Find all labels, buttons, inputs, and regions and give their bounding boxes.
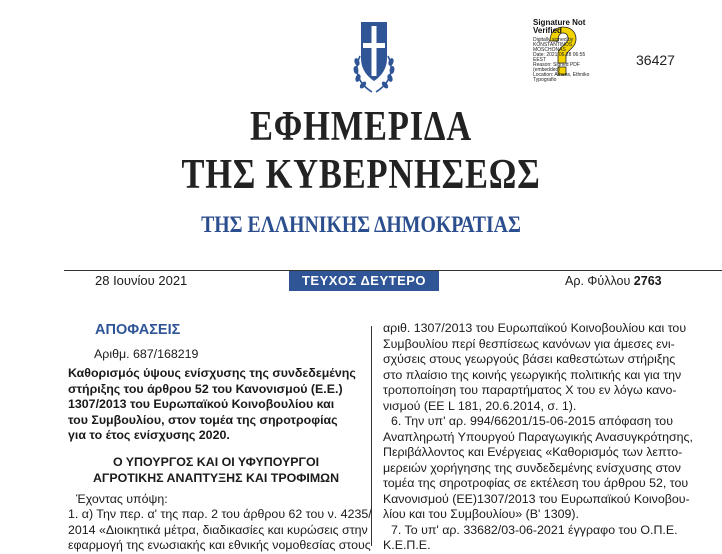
greek-coat-of-arms-icon <box>348 16 400 100</box>
paragraph <box>68 507 372 554</box>
text-line: Κ.Ε.Π.Ε. <box>383 538 431 552</box>
having-regard: Έχοντας υπόψη: <box>76 492 168 506</box>
signature-detail: Typografio <box>533 77 557 83</box>
text-line: Συμβουλίου περί θεσπίσεως κανόνων για άμεσες ενι- <box>383 336 675 351</box>
text-line: νισμού (ΕΕ L 181, 20.6.2014, σ. 1). <box>383 398 577 413</box>
text-line: 6. Την υπ' αρ. 994/66201/15-06-2015 απόφαση του <box>391 414 673 428</box>
signature-detail: Digitally signed by <box>533 37 574 43</box>
title-line: Καθορισμός ύψους ενίσχυσης της συνδεδεμένης <box>68 366 356 380</box>
masthead-republic: ΤΗΣ ΕΛΛΗΝΙΚΗΣ ΔΗΜΟΚΡΑΤΙΑΣ <box>201 212 521 237</box>
issue-badge: ΤΕΥΧΟΣ ΔΕΥΤΕΡΟ <box>289 271 439 291</box>
sheet-number <box>565 274 662 288</box>
title-line: του Συμβουλίου, στον τομέα της σηροτροφίας <box>68 412 338 427</box>
text-line: αριθ. 1307/2013 του Ευρωπαϊκού Κοινοβουλίου και του <box>383 321 687 335</box>
text-line: τροποποίηση του παραρτήματος Χ του εν λόγω κανο- <box>383 383 677 397</box>
signature-detail: Reason: Signed PDF <box>533 62 580 68</box>
signature-status-line: Verified <box>533 26 562 35</box>
paragraph-line: εφαρμογή της ενωσιακής και εθνικής νομοθεσίας στους <box>68 538 371 552</box>
right-column-text <box>383 321 693 554</box>
masthead-subtitle: ΤΗΣ ΚΥΒΕΡΝΗΣΕΩΣ <box>181 152 541 198</box>
masthead-title: ΕΦΗΜΕΡΙΔΑ <box>249 104 473 150</box>
signature-detail: KONSTANTINOS <box>533 42 573 48</box>
title-line: στήριξης του άρθρου 52 του Κανονισμού (Ε.Ε.) <box>68 381 343 396</box>
paragraph-line: 2014 «Διοικητικά μέτρα, διαδικασίες και κυρώσεις στην <box>68 522 368 537</box>
title-line: 1307/2013 του Ευρωπαϊκού Κοινοβουλίου και <box>68 397 335 411</box>
text-line: Κανονισμού (ΕΕ)1307/2013 του Ευρωπαϊκού Κοινοβου- <box>383 491 690 506</box>
issue-date: 28 Ιουνίου 2021 <box>95 273 188 288</box>
issuing-authority <box>66 455 366 486</box>
text-line: μερειών χορήγησης της συνδεδεμένης ενίσχυσης στον <box>383 460 681 475</box>
text-line: Περιβάλλοντος και Ενέργειας «Καθορισμός των λεπτο- <box>383 445 683 459</box>
signature-detail: EEST <box>533 57 547 63</box>
decision-number: Αριθμ. 687/168219 <box>94 347 199 361</box>
text-line: τομέα της σηροτροφίας σε εκτέλεση του άρθρου 52, του <box>383 476 689 490</box>
signature-detail: MOSCHONAS <box>533 47 566 53</box>
page-number: 36427 <box>636 52 675 68</box>
text-line: 7. Το υπ' αρ. 33682/03-06-2021 έγγραφο του Ο.Π.Ε. <box>391 522 678 537</box>
decision-title <box>68 366 364 444</box>
signature-detail: Location: Athens, Ethniko <box>533 72 590 78</box>
authority-line: ΑΓΡΟΤΙΚΗΣ ΑΝΑΠΤΥΞΗΣ ΚΑΙ ΤΡΟΦΙΜΩΝ <box>92 470 340 485</box>
authority-line: Ο ΥΠΟΥΡΓΟΣ ΚΑΙ ΟΙ ΥΦΥΠΟΥΡΓΟΙ <box>112 455 320 469</box>
signature-detail: (embedded) <box>533 67 560 73</box>
text-line: λίου και του Συμβουλίου» (Β' 1309). <box>383 507 579 521</box>
text-line: Αναπληρωτή Υπουργού Παραγωγικής Ανασυγκρότησης, <box>383 429 693 444</box>
title-line: για το έτος ενίσχυσης 2020. <box>68 428 230 442</box>
digital-signature-block <box>533 19 605 83</box>
paragraph-line: 1. α) Την περ. α' της παρ. 2 του άρθρου 62 του ν. 4235/ <box>68 507 372 521</box>
signature-detail: Date: 2021.06.28 06:55 <box>533 52 586 58</box>
sheet-label: Αρ. Φύλλου <box>565 274 631 288</box>
text-line: στο πλαίσιο της κοινής γεωργικής πολιτικής και για την <box>383 367 682 382</box>
signature-status-line: Signature Not <box>533 18 586 27</box>
text-line: σχύσεις στους γεωργούς βάσει καθεστώτων στήριξης <box>383 352 676 366</box>
sheet-value: 2763 <box>633 274 662 288</box>
section-heading: ΑΠΟΦΑΣΕΙΣ <box>95 322 181 338</box>
